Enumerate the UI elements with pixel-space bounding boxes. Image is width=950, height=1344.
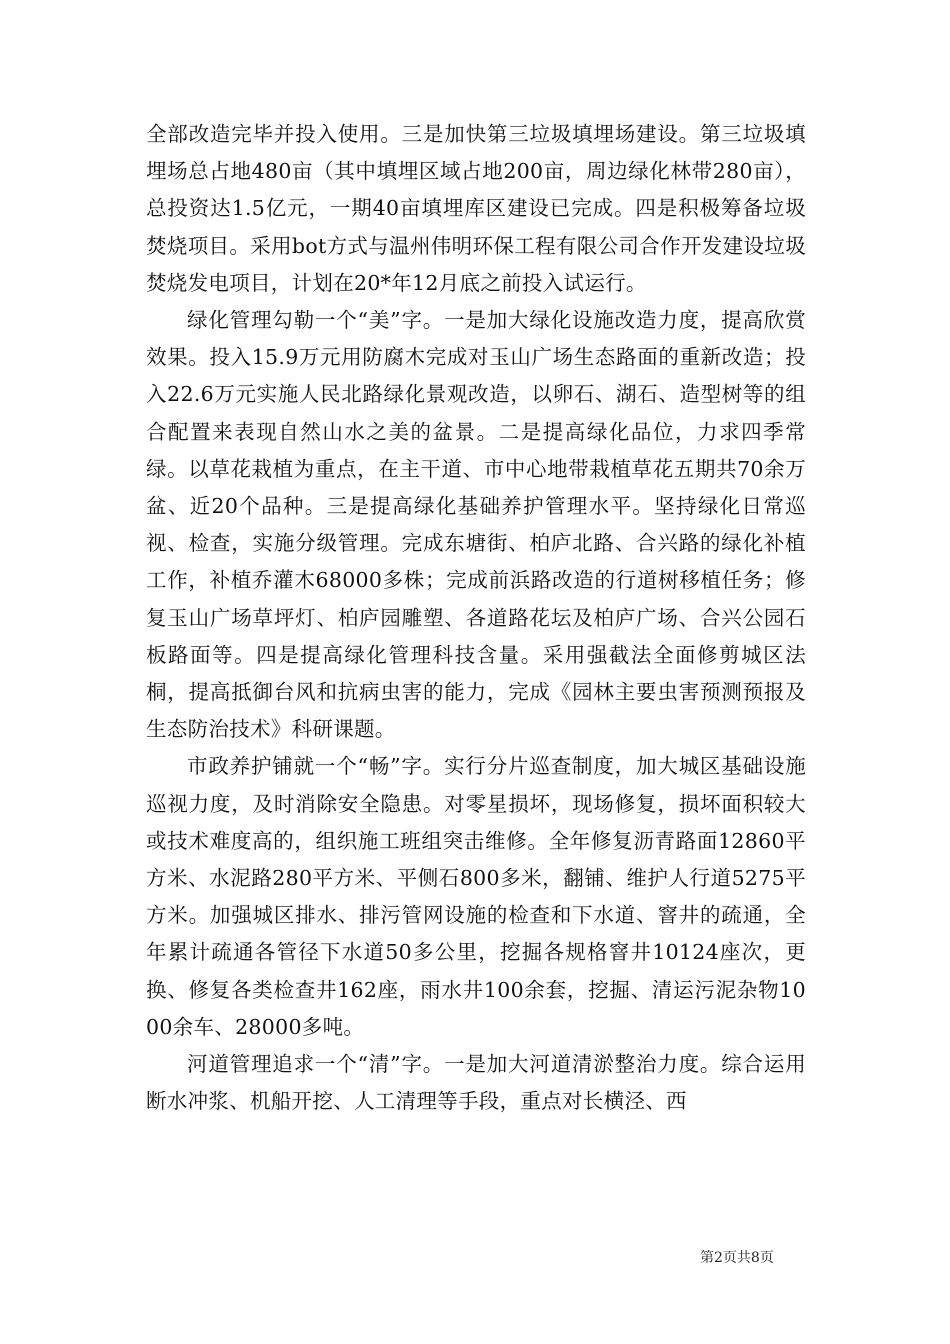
- paragraph-1: 全部改造完毕并投入使用。三是加快第三垃圾填埋场建设。第三垃圾填埋场总占地480亩（其中填埋区域占地200亩，周边绿化林带280亩），总投资达1.5亿元，一期40亩填埋库区建设已完成。四是积极筹备垃圾焚烧项目。采用bot方式与温州伟明环保工程有限公司合作开发建设垃圾焚烧发电项目，计划在20*年12月底之前投入试运行。: [146, 122, 806, 295]
- page-number: 第2页共8页: [700, 1250, 774, 1266]
- paragraph-4: 河道管理追求一个“清”字。一是加大河道清淤整治力度。综合运用断水冲浆、机船开挖、人工清理等手段，重点对长横泾、西: [146, 1052, 806, 1114]
- paragraph-3: 市政养护铺就一个“畅”字。实行分片巡查制度，加大城区基础设施巡视力度，及时消除安全隐患。对零星损坏，现场修复，损坏面积较大或技术难度高的，组织施工班组突击维修。全年修复沥青路面12860平方米、水泥路280平方米、平侧石800多米，翻铺、维护人行道5275平方米。加强城区排水、排污管网设施的检查和下水道、窨井的疏通，全年累计疏通各管径下水道50多公里，挖掘各规格窨井10124座次，更换、修复各类检查井162座，雨水井100余套，挖掘、清运污泥杂物1000余车、28000多吨。: [146, 754, 806, 1039]
- document-body: [146, 116, 806, 1120]
- paragraph-2: 绿化管理勾勒一个“美”字。一是加大绿化设施改造力度，提高欣赏效果。投入15.9万元用防腐木完成对玉山广场生态路面的重新改造；投入22.6万元实施人民北路绿化景观改造，以卵石、湖石、造型树等的组合配置来表现自然山水之美的盆景。二是提高绿化品位，力求四季常绿。以草花栽植为重点，在主干道、市中心地带栽植草花五期共70余万盆、近20个品种。三是提高绿化基础养护管理水平。坚持绿化日常巡视、检查，实施分级管理。完成东塘街、柏庐北路、合兴路的绿化补植工作，补植乔灌木68000多株；完成前浜路改造的行道树移植任务；修复玉山广场草坪灯、柏庐园雕塑、各道路花坛及柏庐广场、合兴公园石板路面等。四是提高绿化管理科技含量。采用强截法全面修剪城区法桐，提高抵御台风和抗病虫害的能力，完成《园林主要虫害预测预报及生态防治技术》科研课题。: [146, 308, 806, 742]
